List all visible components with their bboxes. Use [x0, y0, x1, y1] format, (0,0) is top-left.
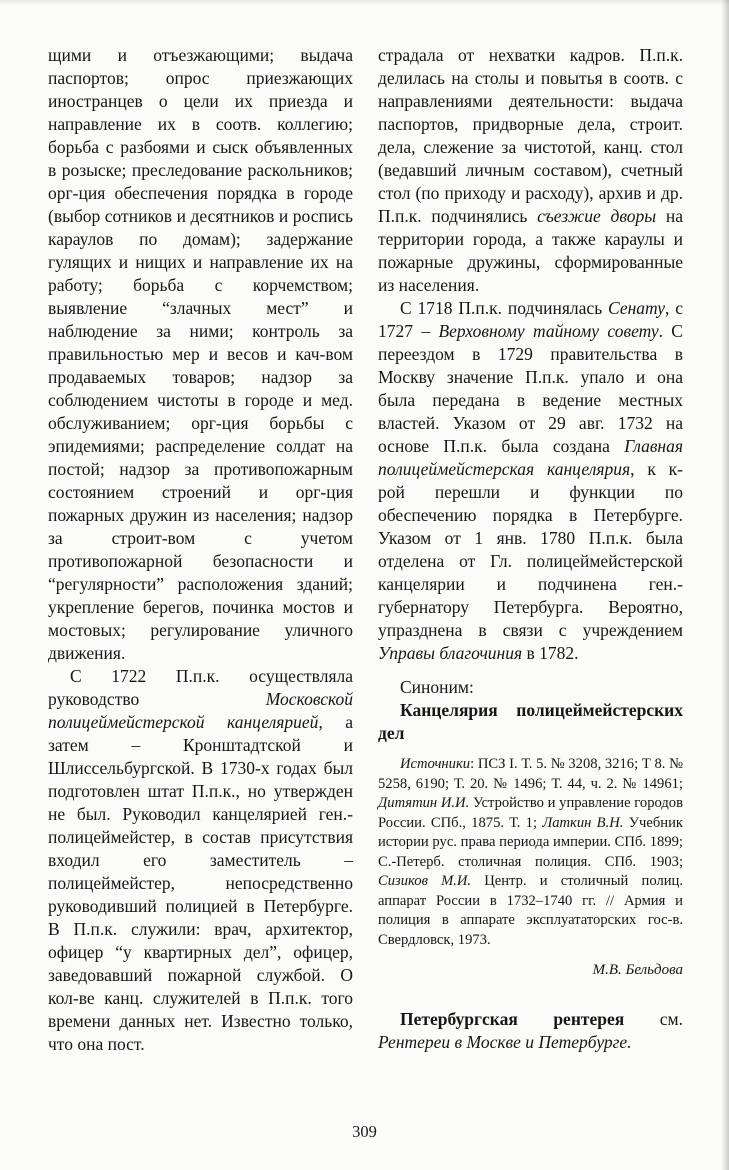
paragraph [378, 297, 683, 665]
text-segment: Дитятин И.И. [378, 795, 470, 811]
text-segment: , а затем – Кронштадтской и Шлиссельбургской. В 1730-х годах был подготовлен штат П.п.к., но утвержден не был. Руководил канцелярией ген.-полицеймейстер, в состав присутствия входил его заместитель – полицеймейстер, непосредственно руководивший полицией в Петербурге. В П.п.к. служили: врач, архитектор, офицер “у квартирных дел”, офицер, заведовавший пожарной службой. О кол-ве канц. служителей в П.п.к. того времени данных нет. Известно только, что она пост. [48, 712, 353, 1054]
text-segment: Рентереи в Москве и Петербурге. [378, 1032, 632, 1052]
text-segment: . С переездом в 1729 правительства в Москву значение П.п.к. упало и она была передана в ведение местных властей. Указом от 29 авг. 1732 на основе П.п.к. была создана [378, 321, 683, 456]
text-columns [48, 44, 683, 1056]
text-segment: Канцелярия полицеймейстерских дел [378, 700, 683, 743]
text-segment: Источники [400, 756, 471, 772]
text-segment: С 1722 П.п.к. осуществляла руководство [48, 666, 353, 709]
text-segment: в 1782. [522, 643, 579, 663]
text-segment: Учебник истории рус. права периода империи. СПб. 1899; С.-Петерб. столичная полиция. СПб. 1903; [378, 814, 684, 870]
text-segment: страдала от нехватки кадров. П.п.к. делилась на столы и повытья в соотв. с направлениями деятельности: выдача паспортов, придворные дела, строит. дела, слежение за чистотой, канц. стол (ведавший личным составом), счетный стол (по приходу и расходу), архив и др. П.п.к. подчинялись [378, 45, 683, 226]
text-segment: : ПСЗ I. Т. 5. № 3208, 3216; Т 8. № 5258, 6190; Т. 20. № 1496; Т. 44, ч. 2. № 14961; [378, 756, 683, 792]
page-number: 309 [352, 1122, 377, 1141]
text-segment: на территории города, а также караулы и пожарные дружины, сформированные из населения. [378, 206, 683, 295]
text-segment: съезжие дворы [537, 206, 657, 226]
text-segment: , с 1727 – [378, 298, 683, 341]
text-segment: С 1718 П.п.к. подчинялась [400, 298, 609, 318]
text-segment: Сизиков М.И. [378, 873, 472, 889]
text-segment: Управы благочиния [378, 643, 523, 663]
text-segment: Латкин В.Н. [542, 814, 624, 831]
paragraph [378, 1008, 683, 1054]
paragraph [378, 959, 683, 982]
text-segment: М.В. Бельдова [592, 962, 683, 978]
text-segment: Синоним: [400, 677, 474, 697]
text-segment: щими и отъезжающими; выдача паспортов; опрос приезжающих иностранцев о цели их приезда и направление их в соотв. коллегию; борьба с разбоями и сыск объявленных в розыске; преследование раскольников; орг-ция обеспечения порядка в городе (выбор сотников и десятников и роспись караулов по домам); задержание гулящих и нищих и направление их на работу; борьба с корчемством; выявление “злачных мест” и наблюдение за ними; контроль за правильностью мер и весов и кач-вом продаваемых товаров; надзор за соблюдением чистоты в городе и мед. обслуживанием; орг-ция борьбы с эпидемиями; распределение солдат на постой; надзор за противопожарным состоянием строений и орг-ция пожарных дружин из населения; надзор за строит-вом с учетом противопожарной безопасности и “регулярности” расположения зданий; укрепление берегов, починка мостов и мостовых; регулирование уличного движения. [48, 45, 353, 663]
text-segment: Петербургская рентерея [400, 1009, 625, 1029]
paragraph [378, 676, 683, 699]
paragraph [378, 44, 683, 297]
text-segment: см. [624, 1009, 683, 1029]
text-segment: Центр. и столичный полиц. аппарат России в 1732–1740 гг. // Армия и полиция в аппарате эксплуататорских гос-в. Свердловск, 1973. [378, 873, 683, 948]
text-segment: Устройство и управление городов России. СПб., 1875. Т. 1; [378, 795, 683, 831]
text-segment: Сенату [608, 298, 665, 318]
scan-top-shadow [0, 0, 729, 5]
left-column [48, 44, 353, 1056]
text-segment: Верховному тайному совету [438, 321, 659, 341]
text-segment: Главная полицеймейстерская канцелярия [378, 436, 683, 479]
paragraph [378, 755, 683, 950]
text-segment: , к к-рой перешли и функции по обеспечению порядка в Петербурге. Указом от 1 янв. 1780 П.п.к. была отделена от Гл. полицеймейстерской канцелярии и подчинена ген.-губернатору Петербурга. Вероятно, упразднена в связи с учреждением [378, 459, 683, 640]
paragraph [378, 699, 683, 745]
right-column [378, 44, 683, 1056]
paragraph [48, 44, 353, 665]
scan-edge-shadow [721, 0, 729, 1170]
paragraph [48, 665, 353, 1056]
text-segment: Московской полицеймейстерской канцелярией [48, 689, 353, 732]
